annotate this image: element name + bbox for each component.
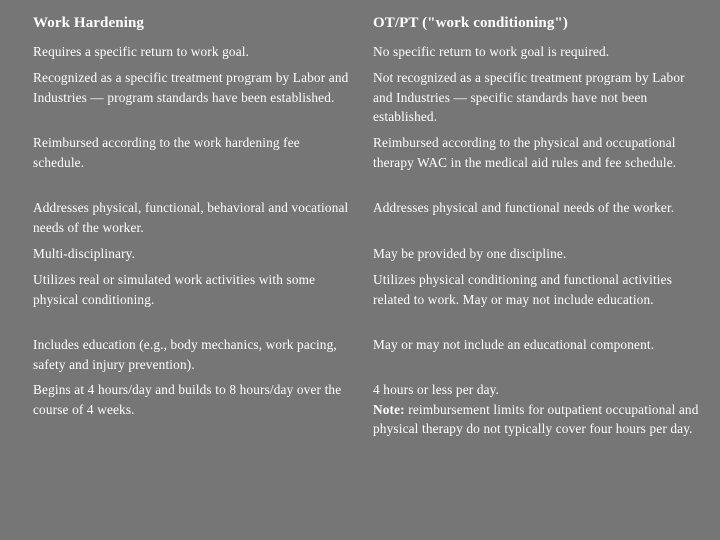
table-cell: May be provided by one discipline. [373,246,567,261]
table-cell: Begins at 4 hours/day and builds to 8 hours/day over the course of 4 weeks. [33,382,342,417]
table-cell: Multi-disciplinary. [33,246,136,261]
table-cell [373,380,703,439]
table-cell: Includes education (e.g., body mechanics, work pacing, safety and injury prevention). [33,337,337,372]
table-cell: No specific return to work goal is required. [373,44,610,59]
table-cell: Addresses physical, functional, behavioral and vocational needs of the worker. [33,200,349,235]
table-cell: Reimbursed according to the physical and occupational therapy WAC in the medical aid rules and fee schedule. [373,135,677,170]
cell-main-text: 4 hours or less per day. [373,382,500,397]
table-cell: Addresses physical and functional needs of the worker. [373,200,675,215]
column-header-work-hardening: Work Hardening [33,15,144,31]
note-paragraph [373,400,703,439]
table-cell: Utilizes real or simulated work activities with some physical conditioning. [33,272,316,307]
table-cell: Recognized as a specific treatment program by Labor and Industries — program standards have been established. [33,70,349,105]
note-label: Note: [373,401,405,417]
note-text: reimbursement limits for outpatient occupational and physical therapy do not typically cover four hours per day. [373,401,699,436]
table-cell: May or may not include an educational component. [373,337,655,352]
table-cell: Requires a specific return to work goal. [33,44,250,59]
table-cell: Utilizes physical conditioning and functional activities related to work. May or may not include education. [373,272,673,307]
table-cell: Reimbursed according to the work hardening fee schedule. [33,135,300,170]
table-cell: Not recognized as a specific treatment program by Labor and Industries — specific standards have not been established. [373,70,685,124]
column-header-ot-pt: OT/PT ("work conditioning") [373,15,568,31]
